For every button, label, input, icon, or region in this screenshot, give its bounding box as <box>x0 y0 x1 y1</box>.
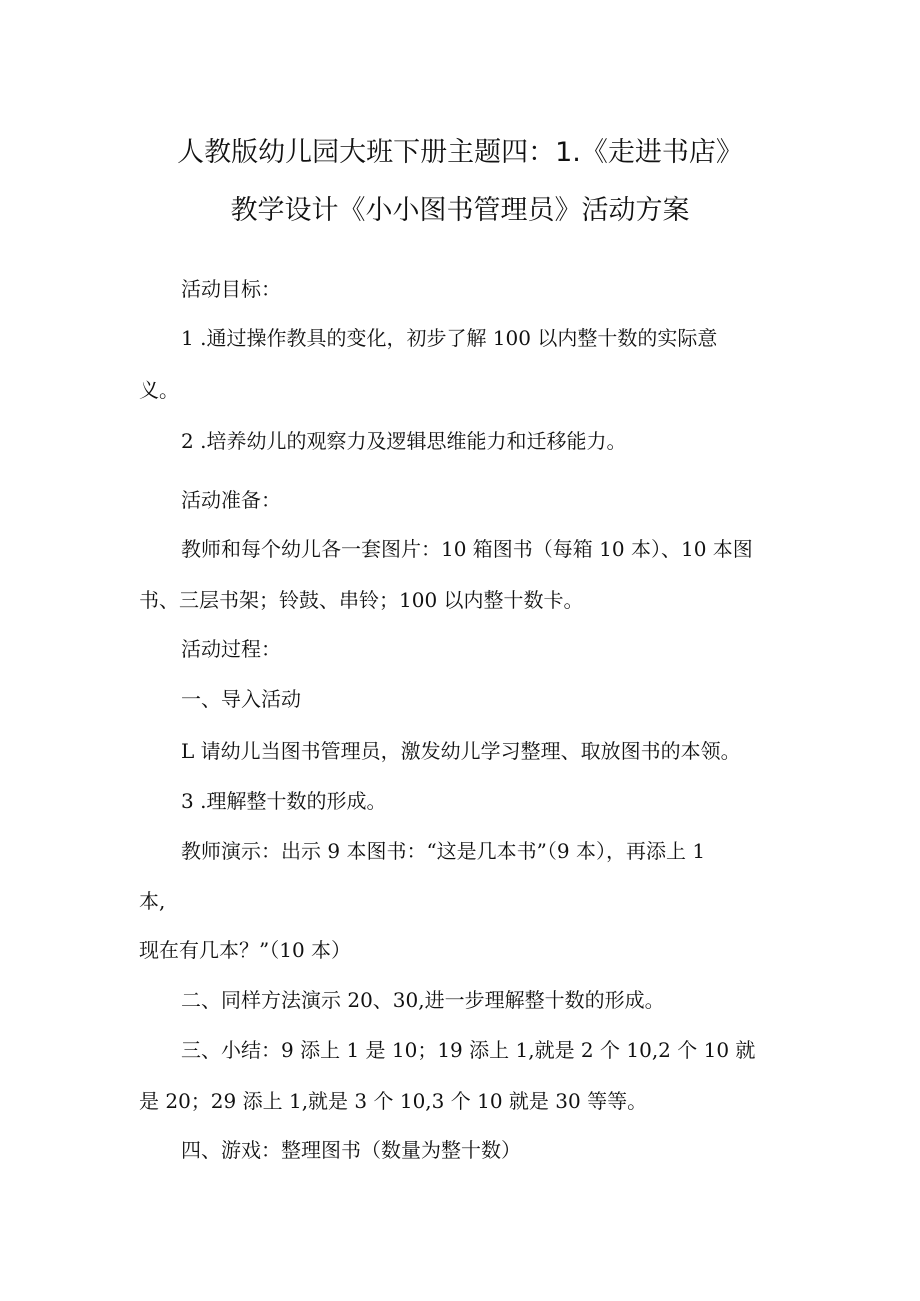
process-summary-line1: 三、小结：9 添上 1 是 10；19 添上 1,就是 2 个 10,2 个 10 就 <box>181 1038 756 1062</box>
goals-item1-line1: 1 .通过操作教具的变化，初步了解 100 以内整十数的实际意 <box>181 326 718 350</box>
goals-item2: 2 .培养幼儿的观察力及逻辑思维能力和迁移能力。 <box>181 429 627 453</box>
goals-heading: 活动目标： <box>181 277 281 301</box>
process-section4: 四、游戏：整理图书（数量为整十数） <box>181 1138 521 1162</box>
process-heading: 活动过程： <box>181 637 281 661</box>
prep-text-line2: 书、三层书架；铃鼓、串铃；100 以内整十数卡。 <box>139 588 584 612</box>
document-title-line2: 教学设计《小小图书管理员》活动方案 <box>230 195 690 226</box>
prep-text-line1: 教师和每个幼儿各一套图片：10 箱图书（每箱 10 本）、10 本图 <box>181 537 753 561</box>
process-step1: L 请幼儿当图书管理员，激发幼儿学习整理、取放图书的本领。 <box>181 739 741 763</box>
process-summary-line2: 是 20；29 添上 1,就是 3 个 10,3 个 10 就是 30 等等。 <box>139 1089 648 1113</box>
process-step3: 3 .理解整十数的形成。 <box>181 789 387 813</box>
goals-item1-line2: 义。 <box>139 378 179 402</box>
process-demo-line3: 现在有几本？”（10 本） <box>139 938 352 962</box>
document-title-line1: 人教版幼儿园大班下册主题四：1.《走进书店》 <box>177 137 743 168</box>
process-section1: 一、导入活动 <box>181 687 301 711</box>
prep-heading: 活动准备： <box>181 488 281 512</box>
process-demo-line1: 教师演示：出示 9 本图书：“这是几本书”（9 本），再添上 1 <box>181 839 706 863</box>
process-section2: 二、同样方法演示 20、30,进一步理解整十数的形成。 <box>181 988 665 1012</box>
process-demo-line2: 本, <box>139 889 166 913</box>
